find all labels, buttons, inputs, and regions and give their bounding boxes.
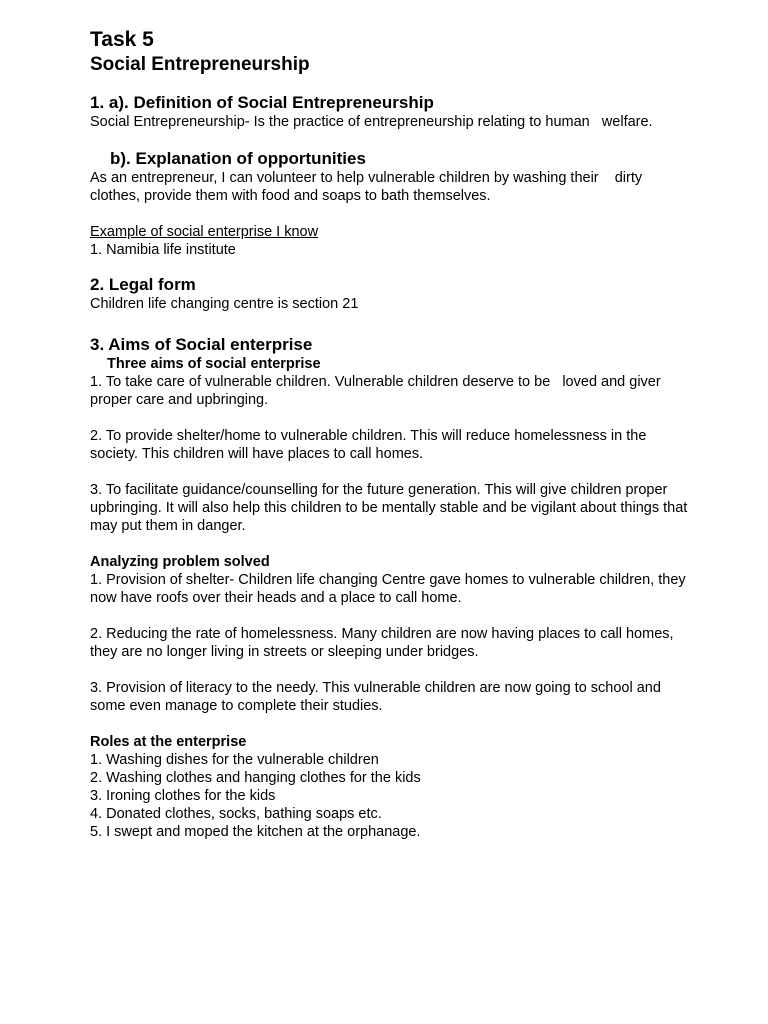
aims-subheading: Three aims of social enterprise	[107, 356, 321, 372]
analysis-item: 1. Provision of shelter- Children life changing Centre gave homes to vulnerable children, they now have roofs over their heads and a place to call home.	[90, 572, 690, 606]
analysis-item: 3. Provision of literacy to the needy. This vulnerable children are now going to school and some even manage to complete their studies.	[90, 680, 665, 714]
roles-heading: Roles at the enterprise	[90, 734, 247, 750]
analysis-heading: Analyzing problem solved	[90, 554, 270, 570]
example-heading: Example of social enterprise I know	[90, 224, 319, 240]
document-page	[90, 28, 690, 841]
aims-heading: 3. Aims of Social enterprise	[90, 335, 313, 354]
role-item: 5. I swept and moped the kitchen at the orphanage.	[90, 824, 421, 840]
role-item: 4. Donated clothes, socks, bathing soaps etc.	[90, 806, 382, 822]
definition-heading: 1. a). Definition of Social Entrepreneurship	[90, 93, 434, 112]
role-item: 2. Washing clothes and hanging clothes for the kids	[90, 770, 421, 786]
roles-list	[90, 751, 690, 841]
role-item: 1. Washing dishes for the vulnerable children	[90, 752, 379, 768]
document-title: Task 5	[90, 28, 154, 51]
analysis-item: 2. Reducing the rate of homelessness. Many children are now having places to call homes, they are no longer living in streets or sleeping under bridges.	[90, 626, 678, 660]
example-item: 1. Namibia life institute	[90, 242, 236, 258]
legal-form-heading: 2. Legal form	[90, 275, 196, 294]
definition-text: Social Entrepreneurship- Is the practice of entrepreneurship relating to human welfare.	[90, 114, 653, 130]
legal-form-text: Children life changing centre is section 21	[90, 296, 359, 312]
aim-item: 3. To facilitate guidance/counselling for the future generation. This will give children proper upbringing. It will also help this children to be mentally stable and be vigilant about things that may put them in danger.	[90, 482, 692, 534]
role-item: 3. Ironing clothes for the kids	[90, 788, 276, 804]
document-subtitle: Social Entrepreneurship	[90, 54, 310, 75]
aim-item: 2. To provide shelter/home to vulnerable children. This will reduce homelessness in the society. This children will have places to call homes.	[90, 428, 651, 462]
opportunities-heading: b). Explanation of opportunities	[110, 149, 366, 168]
opportunities-text: As an entrepreneur, I can volunteer to help vulnerable children by washing their dirty clothes, provide them with food and soaps to bath themselves.	[90, 170, 647, 204]
aim-item: 1. To take care of vulnerable children. Vulnerable children deserve to be loved and giver proper care and upbringing.	[90, 374, 665, 408]
